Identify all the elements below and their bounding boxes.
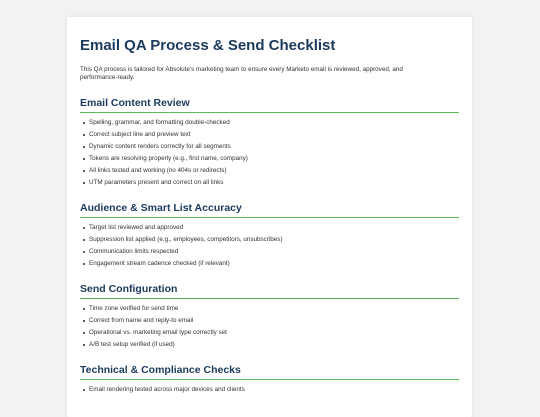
section-heading: Audience & Smart List Accuracy bbox=[80, 202, 459, 218]
checklist bbox=[80, 303, 459, 351]
list-item: Email rendering tested across major devices and clients bbox=[89, 384, 459, 396]
list-item: Correct from name and reply-to email bbox=[89, 315, 459, 327]
list-item: Time zone verified for send time bbox=[89, 303, 459, 315]
section-audience-smart-list bbox=[80, 202, 459, 270]
page-title: Email QA Process & Send Checklist bbox=[80, 37, 336, 54]
list-item: All links tested and working (no 404s or redirects) bbox=[89, 165, 459, 177]
checklist bbox=[80, 117, 459, 189]
section-heading: Email Content Review bbox=[80, 97, 459, 113]
section-email-content-review bbox=[80, 97, 459, 189]
list-item: A/B test setup verified (if used) bbox=[89, 339, 459, 351]
list-item: Correct subject line and preview text bbox=[89, 129, 459, 141]
list-item: Spelling, grammar, and formatting double-checked bbox=[89, 117, 459, 129]
checklist bbox=[80, 384, 459, 396]
list-item: Dynamic content renders correctly for all segments bbox=[89, 141, 459, 153]
section-heading: Send Configuration bbox=[80, 283, 459, 299]
section-technical-compliance bbox=[80, 364, 459, 396]
list-item: Communication limits respected bbox=[89, 246, 459, 258]
list-item: Tokens are resolving properly (e.g., first name, company) bbox=[89, 153, 459, 165]
list-item: Operational vs. marketing email type correctly set bbox=[89, 327, 459, 339]
list-item: Target list reviewed and approved bbox=[89, 222, 459, 234]
list-item: UTM parameters present and correct on all links bbox=[89, 177, 459, 189]
checklist bbox=[80, 222, 459, 270]
section-send-configuration bbox=[80, 283, 459, 351]
checklist-card bbox=[67, 17, 472, 417]
list-item: Engagement stream cadence checked (if relevant) bbox=[89, 258, 459, 270]
intro-text: This QA process is tailored for Absolute's marketing team to ensure every Marketo email is reviewed, approved, and performance-ready. bbox=[80, 66, 403, 81]
list-item: Suppression list applied (e.g., employees, competitors, unsubscribes) bbox=[89, 234, 459, 246]
section-heading: Technical & Compliance Checks bbox=[80, 364, 459, 380]
